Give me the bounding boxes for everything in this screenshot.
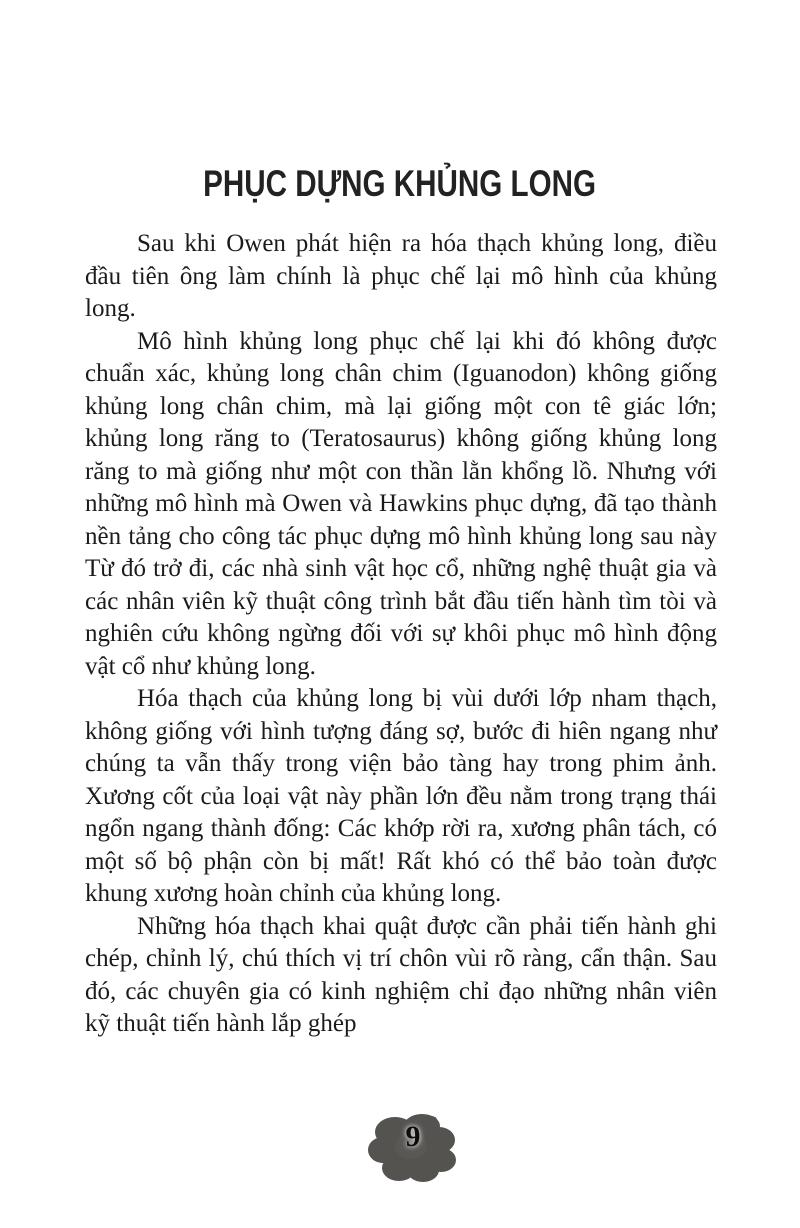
body-paragraph-4: Những hóa thạch khai quật được cần phải tiến hành ghi chép, chỉnh lý, chú thích vị trí chôn vùi rõ ràng, cẩn thận. Sau đó, các chuyên gia có kinh nghiệm chỉ đạo những nhân viên kỹ thuật tiến hành lắp ghép <box>85 912 717 1037</box>
body-paragraph-2: Mô hình khủng long phục chế lại khi đó không được chuẩn xác, khủng long chân chim (Iguanodon) không giống khủng long chân chim, mà lại giống một con tê giác lớn; khủng long răng to (Teratosaurus) không giống khủng long răng to mà giống như một con thần lằn khổng lồ. Nhưng với những mô hình mà Owen và Hawkins phục dựng, đã tạo thành nền tảng cho công tác phục dựng mô hình khủng long sau này Từ đó trở đi, các nhà sinh vật học cổ, những nghệ thuật gia và các nhân viên kỹ thuật công trình bắt đầu tiến hành tìm tòi và nghiên cứu không ngừng đối với sự khôi phục mô hình động vật cổ như khủng long. <box>85 327 717 680</box>
page-title: PHỤC DỰNG KHỦNG LONG <box>203 163 597 204</box>
body-text-block <box>85 228 717 1041</box>
body-paragraph-1: Sau khi Owen phát hiện ra hóa thạch khủng long, điều đầu tiên ông làm chính là phục chế lại mô hình của khủng long. <box>85 230 717 322</box>
body-paragraph-3: Hóa thạch của khủng long bị vùi dưới lớp nham thạch, không giống với hình tượng đáng sợ, bước đi hiên ngang như chúng ta vẫn thấy trong viện bảo tàng hay trong phim ảnh. Xương cốt của loại vật này phần lớn đều nằm trong trạng thái ngổn ngang thành đống: Các khớp rời ra, xương phân tách, có một số bộ phận còn bị mất! Rất khó có thể bảo toàn được khung xương hoàn chỉnh của khủng long. <box>85 685 717 907</box>
page-number-blob <box>365 1112 461 1186</box>
page-number: 9 <box>405 1120 421 1153</box>
chapter-title-row <box>0 163 800 205</box>
